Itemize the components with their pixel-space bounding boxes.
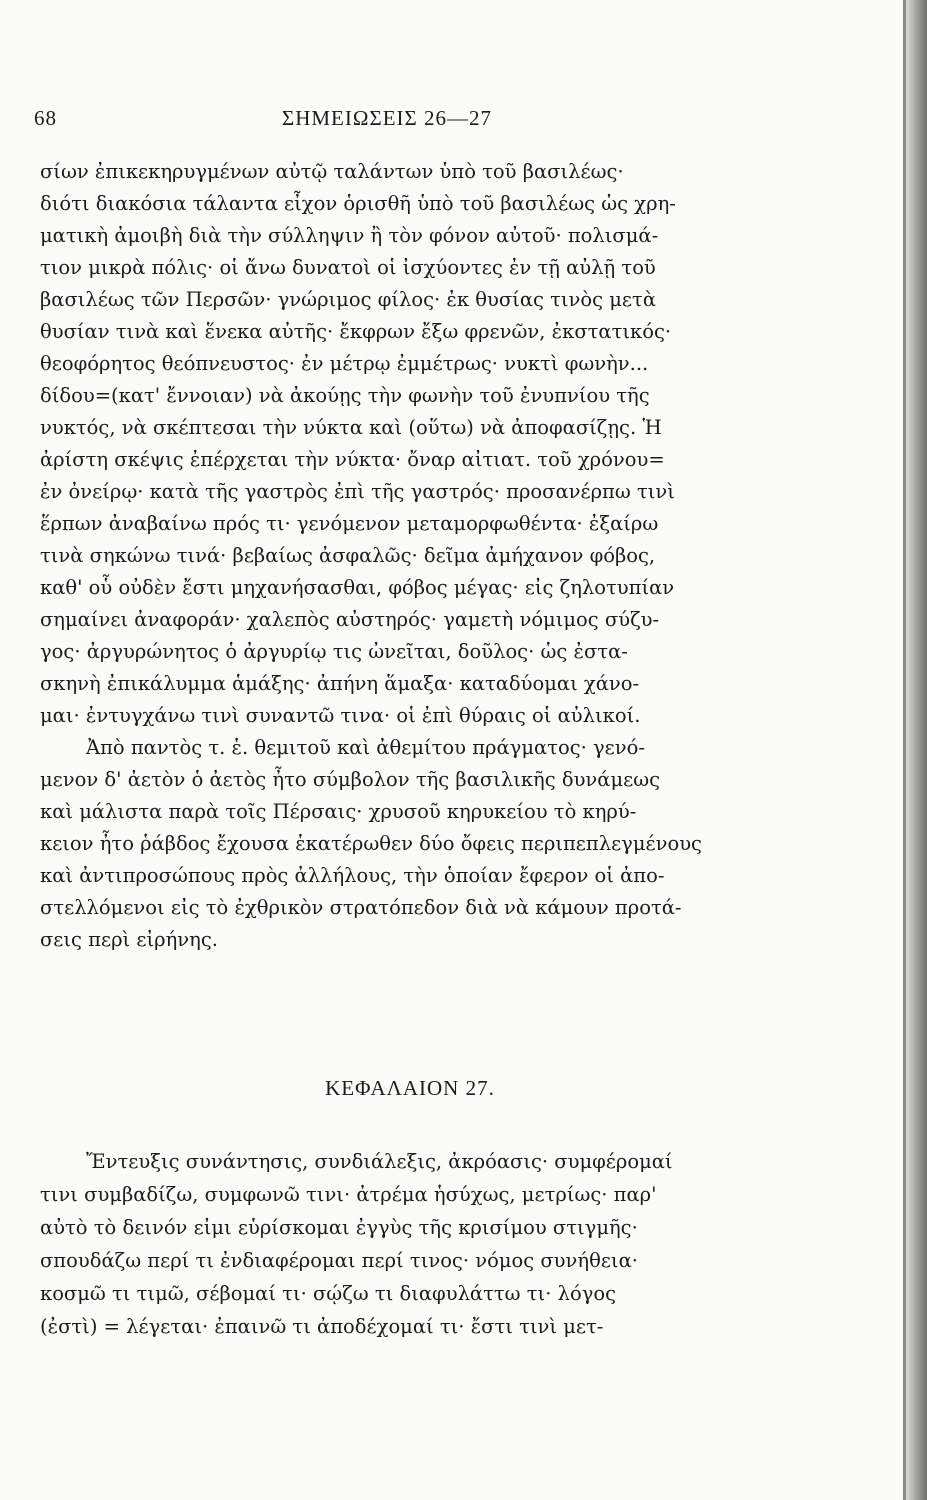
text-line: (ἐστὶ) = λέγεται· ἐπαινῶ τι ἀποδέχομαί τι· ἔστι τινὶ μετ- <box>40 1315 604 1338</box>
text-line: σκηνὴ ἐπικάλυμμα ἁμάξης· ἀπήνη ἅμαξα· καταδύομαι χάνο- <box>40 672 640 695</box>
text-line: θεοφόρητος θεόπνευστος· ἐν μέτρῳ ἐμμέτρως· νυκτὶ φωνὴν... <box>40 352 649 375</box>
text-line: δίδου=(κατ' ἔννοιαν) νὰ ἀκούῃς τὴν φωνὴν τοῦ ἐνυπνίου τῆς <box>40 384 650 407</box>
text-line: ἀρίστη σκέψις ἐπέρχεται τὴν νύκτα· ὄναρ αἰτιατ. τοῦ χρόνου= <box>40 448 665 471</box>
text-line: καὶ μάλιστα παρὰ τοῖς Πέρσαις· χρυσοῦ κηρυκείου τὸ κηρύ- <box>40 800 637 823</box>
text-line: γος· ἀργυρώνητος ὁ ἀργυρίῳ τις ὠνεῖται, δοῦλος· ὡς ἐστα- <box>40 640 628 663</box>
text-line: Ἔντευξις συνάντησις, συνδιάλεξις, ἀκρόασις· συμφέρομαί <box>86 1150 673 1173</box>
page-number: 68 <box>34 106 57 130</box>
text-line: τιον μικρὰ πόλις· οἱ ἄνω δυνατοὶ οἱ ἰσχύοντες ἐν τῇ αὐλῇ τοῦ <box>40 256 656 279</box>
running-head: ΣΗΜΕΙΩΣΕΙΣ 26—27 <box>282 106 493 130</box>
text-line: μαι· ἐντυγχάνω τινὶ συναντῶ τινα· οἱ ἐπὶ θύραις οἱ αὐλικοί. <box>40 704 641 727</box>
text-line: τινὰ σηκώνω τινά· βεβαίως ἀσφαλῶς· δεῖμα ἀμήχανον φόβος, <box>40 544 656 567</box>
text-line: κειον ἦτο ῥάβδος ἔχουσα ἑκατέρωθεν δύο ὄφεις περιπεπλεγμένους <box>40 832 702 855</box>
text-line: βασιλέως τῶν Περσῶν· γνώριμος φίλος· ἐκ θυσίας τινὸς μετὰ <box>40 288 656 311</box>
text-line: καὶ ἀντιπροσώπους πρὸς ἀλλήλους, τὴν ὁποίαν ἔφερον οἱ ἀπο- <box>40 864 665 887</box>
text-line: θυσίαν τινὰ καὶ ἕνεκα αὐτῆς· ἔκφρων ἔξω φρενῶν, ἐκστατικός· <box>40 320 672 343</box>
text-line: στελλόμενοι εἰς τὸ ἐχθρικὸν στρατόπεδον διὰ νὰ κάμουν προτά- <box>40 896 682 919</box>
text-line: σεις περὶ εἰρήνης. <box>40 928 218 951</box>
text-line: κοσμῶ τι τιμῶ, σέβομαί τι· σῴζω τι διαφυλάττω τι· λόγος <box>40 1282 617 1305</box>
text-line: ματικὴ ἀμοιβὴ διὰ τὴν σύλληψιν ἢ τὸν φόνον αὐτοῦ· πολισμά- <box>40 224 659 247</box>
page-header <box>34 100 844 140</box>
text-line: Ἀπὸ παντὸς τ. ἑ. θεμιτοῦ καὶ ἀθεμίτου πράγματος· γενό- <box>86 736 645 759</box>
text-line: καθ' οὗ οὐδὲν ἔστι μηχανήσασθαι, φόβος μέγας· εἰς ζηλοτυπίαν <box>40 576 675 599</box>
text-line: ἕρπων ἀναβαίνω πρός τι· γενόμενον μεταμορφωθέντα· ἐξαίρω <box>40 512 659 535</box>
gutter-shadow-line <box>903 0 906 1500</box>
notes-section-27 <box>40 1145 860 1343</box>
text-line: αὐτὸ τὸ δεινόν εἰμι εὑρίσκομαι ἐγγὺς τῆς κρισίμου στιγμῆς· <box>40 1216 638 1239</box>
text-line: σίων ἐπικεκηρυγμένων αὐτῷ ταλάντων ὑπὸ τοῦ βασιλέως· <box>40 160 624 183</box>
text-line: τινι συμβαδίζω, συμφωνῶ τινι· ἀτρέμα ἡσύχως, μετρίως· παρ' <box>40 1183 657 1206</box>
chapter-heading: ΚΕΦΑΛΑΙΟΝ 27. <box>325 1076 495 1100</box>
text-line: διότι διακόσια τάλαντα εἶχον ὁρισθῆ ὑπὸ τοῦ βασιλέως ὡς χρη- <box>40 192 676 215</box>
text-line: ἐν ὀνείρῳ· κατὰ τῆς γαστρὸς ἐπὶ τῆς γαστρός· προσανέρπω τινὶ <box>40 480 675 503</box>
text-line: σημαίνει ἀναφοράν· χαλεπὸς αὐστηρός· γαμετὴ νόμιμος σύζυ- <box>40 608 660 631</box>
text-line: νυκτός, νὰ σκέπτεσαι τὴν νύκτα καὶ (οὕτω) νὰ ἀποφασίζῃς. Ἡ <box>40 416 662 439</box>
text-line: σπουδάζω περί τι ἐνδιαφέρομαι περί τινος· νόμος συνήθεια· <box>40 1249 638 1272</box>
text-line: μενον δ' ἀετὸν ὁ ἀετὸς ἦτο σύμβολον τῆς βασιλικῆς δυνάμεως <box>40 768 661 791</box>
notes-section-26 <box>40 156 860 956</box>
book-gutter-edge <box>903 0 927 1500</box>
